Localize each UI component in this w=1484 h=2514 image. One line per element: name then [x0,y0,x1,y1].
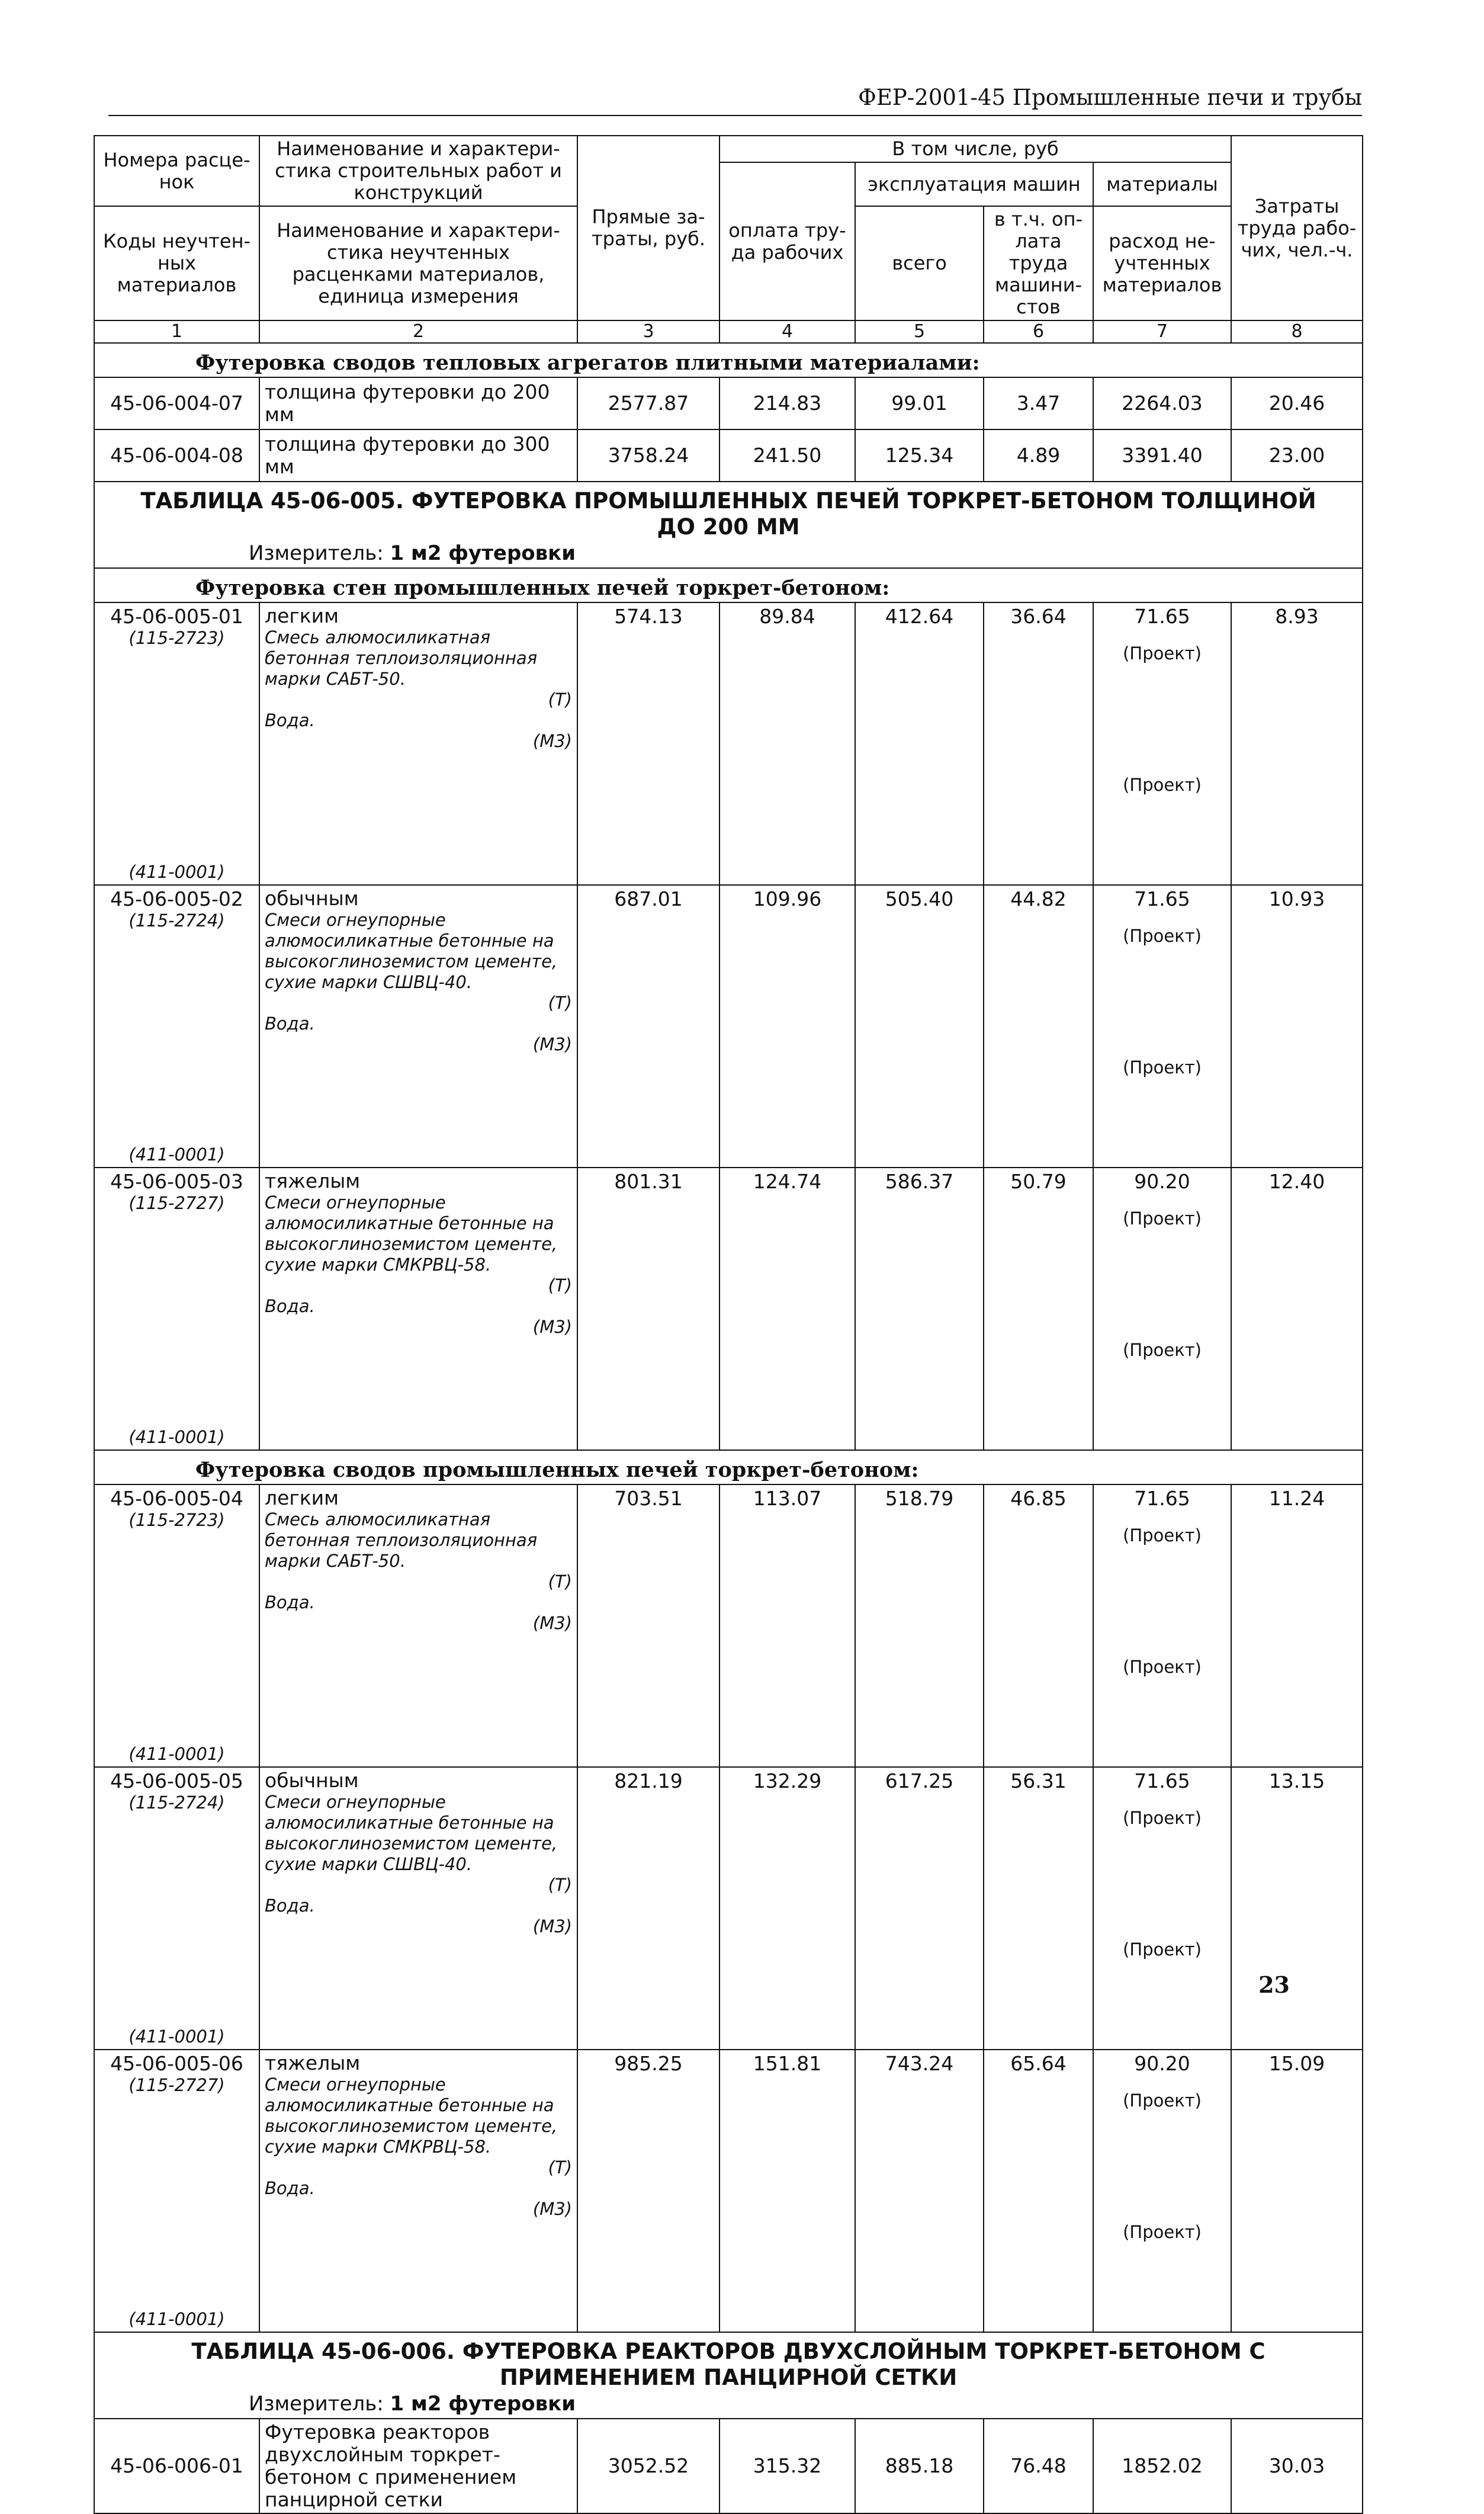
value-direct: 3758.24 [577,429,719,482]
spacer [1098,1829,1226,1938]
rate-code: 45-06-004-08 [94,429,259,482]
th-machines-group: эксплуатация машин [855,162,1093,206]
value-machines: 125.34 [855,429,984,482]
rate-name: обычным [265,887,359,910]
material-name: Смеси огнеупорные алюмосиликатные бетонные на высокоглиноземистом цементе, сухие марки СШВЦ-40. [265,910,558,992]
table-row [94,885,1363,1168]
table-row [94,1767,1363,2050]
material-unit: (Т) [548,1572,572,1592]
material-code: (115-2723) [129,1510,225,1530]
material-quantity: (Проект) [1123,1808,1202,1828]
rate-name: легким [265,604,339,627]
th-material-codes: Коды неучтен-ных материалов [94,206,259,320]
table-row [94,602,1363,885]
section-heading-row [94,568,1363,602]
table-title-row [94,482,1363,568]
th-direct-costs: Прямые за-траты, руб. [577,136,719,320]
th-machinists-wages: в т.ч. оп-лата труда машини-стов [984,206,1093,320]
section-heading-row [94,343,1363,377]
material-unit: (М3) [532,731,572,751]
spacer [1098,947,1226,1056]
value-machines: 505.40 [855,885,984,1168]
material-name: Вода. [265,1592,315,1612]
material-code: (115-2724) [129,1792,225,1813]
value-machines: 885.18 [855,2419,984,2513]
materials-cell [1093,885,1231,1168]
value-labor: 30.03 [1231,2419,1363,2513]
material-code: (115-2727) [129,2075,225,2095]
value-machines: 99.01 [855,377,984,429]
th-materials-group: материалы [1093,162,1231,206]
rate-name: толщина футеровки до 200 мм [259,377,577,429]
value-labor: 8.93 [1231,602,1363,885]
material-quantity: (Проект) [1123,2090,1202,2111]
material-code: (115-2723) [129,628,225,648]
material-code: (115-2724) [129,910,225,931]
value-materials: 90.20 [1134,1170,1190,1193]
material-unit: (М3) [532,1916,572,1936]
rate-name: тяжелым [265,2051,361,2074]
material-name: Смеси огнеупорные алюмосиликатные бетонные на высокоглиноземистом цементе, сухие марки СШВЦ-40. [265,1792,558,1874]
rate-code: 45-06-005-04 [110,1487,243,1510]
value-labor: 11.24 [1231,1484,1363,1767]
rate-name-cell [259,1767,577,2050]
rate-code-cell [94,885,259,1168]
col-number: 2 [259,320,577,343]
value-labor: 12.40 [1231,1168,1363,1450]
table-title-cell [94,2332,1363,2419]
measure-line [249,540,1338,566]
rate-name: толщина футеровки до 300 мм [259,429,577,482]
material-name: Вода. [265,1014,315,1034]
value-machinists: 76.48 [984,2419,1093,2513]
section-heading: Футеровка стен промышленных печей торкрет-бетоном: [94,568,1363,602]
section-heading: Футеровка сводов промышленных печей торкрет-бетоном: [94,1450,1363,1484]
col-number: 6 [984,320,1093,343]
rate-code-cell [94,1767,259,2050]
material-name: Смесь алюмосиликатная бетонная теплоизоляционная марки САБТ-50. [265,627,538,689]
spacer [1098,910,1226,925]
th-machines-total: всего [855,206,984,320]
spacer [1098,628,1226,642]
running-title: ФЕР-2001-45 Промышленные печи и трубы [858,85,1362,110]
value-wages: 241.50 [719,429,855,482]
rate-name-cell [259,1168,577,1450]
value-wages: 214.83 [719,377,855,429]
value-wages: 124.74 [719,1168,855,1450]
th-labor: Затраты труда рабо-чих, чел.-ч. [1231,136,1363,320]
value-wages: 89.84 [719,602,855,885]
value-machinists: 65.64 [984,2050,1093,2332]
rate-code: 45-06-005-01 [110,605,243,628]
value-wages: 151.81 [719,2050,855,2332]
materials-cell [1093,1767,1231,2050]
material-code: (115-2727) [129,1193,225,1213]
rate-code: 45-06-004-07 [94,377,259,429]
measure-line [249,2391,1338,2417]
rate-code: 45-06-005-02 [110,887,243,910]
column-numbers-row [94,320,1363,343]
spacer [1098,665,1226,774]
material-unit: (Т) [548,1875,572,1895]
value-labor: 23.00 [1231,429,1363,482]
header-rule [108,115,1362,116]
value-direct: 2577.87 [577,377,719,429]
table-row [94,2419,1363,2513]
value-direct: 703.51 [577,1484,719,1767]
material-unit: (Т) [548,2157,572,2178]
rate-code-cell [94,1168,259,1450]
spacer [1098,1193,1226,1207]
rate-code-cell [94,2050,259,2332]
value-machinists: 44.82 [984,885,1093,1168]
rates-table [94,135,1363,2514]
rate-name: Футеровка реакторов двухслойным торкрет-бетоном с применением панцирной сетки [259,2419,577,2513]
material-name: Вода. [265,1896,315,1916]
spacer [1098,2112,1226,2221]
section-heading: Футеровка сводов тепловых агрегатов плитными материалами: [94,343,1363,377]
value-direct: 801.31 [577,1168,719,1450]
value-wages: 113.07 [719,1484,855,1767]
value-materials: 71.65 [1134,605,1190,628]
col-number: 1 [94,320,259,343]
section-heading-row [94,1450,1363,1484]
value-machinists: 50.79 [984,1168,1093,1450]
rate-name: тяжелым [265,1169,361,1192]
spacer [99,2096,254,2309]
rate-code-cell [94,1484,259,1767]
spacer [99,1813,254,2026]
value-materials: 1852.02 [1093,2419,1231,2513]
rate-name-cell [259,602,577,885]
spacer [1098,1230,1226,1339]
spacer [1098,2075,1226,2089]
material-unit: (М3) [532,1317,572,1337]
value-wages: 132.29 [719,1767,855,2050]
table-row [94,1484,1363,1767]
value-machines: 412.64 [855,602,984,885]
spacer [99,1214,254,1427]
material-quantity: (Проект) [1123,1057,1202,1078]
material-code: (411-0001) [129,1427,225,1447]
value-machinists: 4.89 [984,429,1093,482]
th-including-group: В том числе, руб [719,136,1231,162]
value-materials: 3391.40 [1093,429,1231,482]
rate-code-cell [94,602,259,885]
value-direct: 821.19 [577,1767,719,2050]
rate-name-cell [259,885,577,1168]
material-code: (411-0001) [129,862,225,882]
material-name: Смеси огнеупорные алюмосиликатные бетонные на высокоглиноземистом цементе, сухие марки СМКРВЦ-58. [265,2074,558,2157]
value-machinists: 36.64 [984,602,1093,885]
table-title: ТАБЛИЦА 45-06-006. ФУТЕРОВКА РЕАКТОРОВ ДВУХСЛОЙНЫМ ТОРКРЕТ-БЕТОНОМ С ПРИМЕНЕНИЕМ ПАНЦИРНОЙ СЕТКИ [191,2339,1265,2390]
measure-value: 1 м2 футеровки [390,541,576,565]
table-row [94,377,1363,429]
value-direct: 3052.52 [577,2419,719,2513]
col-number: 4 [719,320,855,343]
value-materials: 90.20 [1134,2052,1190,2075]
material-quantity: (Проект) [1123,775,1202,795]
value-labor: 15.09 [1231,2050,1363,2332]
material-unit: (Т) [548,1275,572,1296]
measure-value: 1 м2 футеровки [390,2392,576,2416]
spacer [1098,1510,1226,1524]
col-number: 3 [577,320,719,343]
th-wages: оплата тру-да рабочих [719,162,855,320]
value-labor: 13.15 [1231,1767,1363,2050]
th-name: Наименование и характери-стика строительных работ и конструкций [259,136,577,206]
col-number: 5 [855,320,984,343]
rate-name-cell [259,1484,577,1767]
col-number: 8 [1231,320,1363,343]
material-name: Вода. [265,710,315,730]
document-page [94,0,1362,2511]
material-unit: (М3) [532,2199,572,2219]
measure-label: Измеритель: [249,2392,384,2416]
value-materials: 71.65 [1134,887,1190,910]
measure-label: Измеритель: [249,541,384,565]
th-rate-number: Номера расце-нок [94,136,259,206]
material-quantity: (Проект) [1123,643,1202,663]
value-materials: 71.65 [1134,1769,1190,1792]
material-name: Вода. [265,1296,315,1316]
value-materials: 71.65 [1134,1487,1190,1510]
value-machines: 617.25 [855,1767,984,2050]
rate-name: обычным [265,1769,359,1792]
th-materials-unaccounted: расход не-учтенных материалов [1093,206,1231,320]
material-quantity: (Проект) [1123,1208,1202,1229]
materials-cell [1093,2050,1231,2332]
materials-cell [1093,602,1231,885]
material-code: (411-0001) [129,2026,225,2047]
spacer [1098,1792,1226,1807]
table-title-row [94,2332,1363,2419]
page-number: 23 [1258,1971,1290,1998]
rate-name-cell [259,2050,577,2332]
rate-code: 45-06-005-03 [110,1170,243,1193]
table-title-cell [94,482,1363,568]
material-quantity: (Проект) [1123,2222,1202,2242]
col-number: 7 [1093,320,1231,343]
material-quantity: (Проект) [1123,1525,1202,1545]
material-quantity: (Проект) [1123,1657,1202,1677]
value-machines: 518.79 [855,1484,984,1767]
material-unit: (Т) [548,993,572,1013]
spacer [99,931,254,1144]
value-direct: 985.25 [577,2050,719,2332]
table-row [94,1168,1363,1450]
material-code: (411-0001) [129,1744,225,1764]
value-labor: 20.46 [1231,377,1363,429]
value-wages: 109.96 [719,885,855,1168]
value-machinists: 56.31 [984,1767,1093,2050]
spacer [1098,1547,1226,1656]
material-quantity: (Проект) [1123,1939,1202,1960]
th-name-materials: Наименование и характери-стика неучтенных расценками материалов, единица измерения [259,206,577,320]
table-row [94,429,1363,482]
material-name: Вода. [265,2178,315,2198]
value-machinists: 3.47 [984,377,1093,429]
spacer [99,1531,254,1744]
material-quantity: (Проект) [1123,926,1202,946]
value-materials: 2264.03 [1093,377,1231,429]
value-machines: 743.24 [855,2050,984,2332]
materials-cell [1093,1484,1231,1767]
value-direct: 687.01 [577,885,719,1168]
value-machinists: 46.85 [984,1484,1093,1767]
material-unit: (Т) [548,690,572,710]
table-title: ТАБЛИЦА 45-06-005. ФУТЕРОВКА ПРОМЫШЛЕННЫХ ПЕЧЕЙ ТОРКРЕТ-БЕТОНОМ ТОЛЩИНОЙ ДО 200 ММ [140,488,1316,540]
material-code: (411-0001) [129,1144,225,1165]
spacer [99,649,254,862]
material-unit: (М3) [532,1613,572,1633]
material-quantity: (Проект) [1123,1340,1202,1360]
materials-cell [1093,1168,1231,1450]
value-labor: 10.93 [1231,885,1363,1168]
rate-code: 45-06-006-01 [94,2419,259,2513]
rate-code: 45-06-005-06 [110,2052,243,2075]
material-unit: (М3) [532,1034,572,1054]
value-wages: 315.32 [719,2419,855,2513]
material-name: Смесь алюмосиликатная бетонная теплоизоляционная марки САБТ-50. [265,1509,538,1571]
header-row-1 [94,136,1363,162]
table-row [94,2050,1363,2332]
material-code: (411-0001) [129,2309,225,2329]
rate-name: легким [265,1486,339,1509]
value-direct: 574.13 [577,602,719,885]
material-name: Смеси огнеупорные алюмосиликатные бетонные на высокоглиноземистом цементе, сухие марки СМКРВЦ-58. [265,1192,558,1275]
value-machines: 586.37 [855,1168,984,1450]
rate-code: 45-06-005-05 [110,1769,243,1792]
